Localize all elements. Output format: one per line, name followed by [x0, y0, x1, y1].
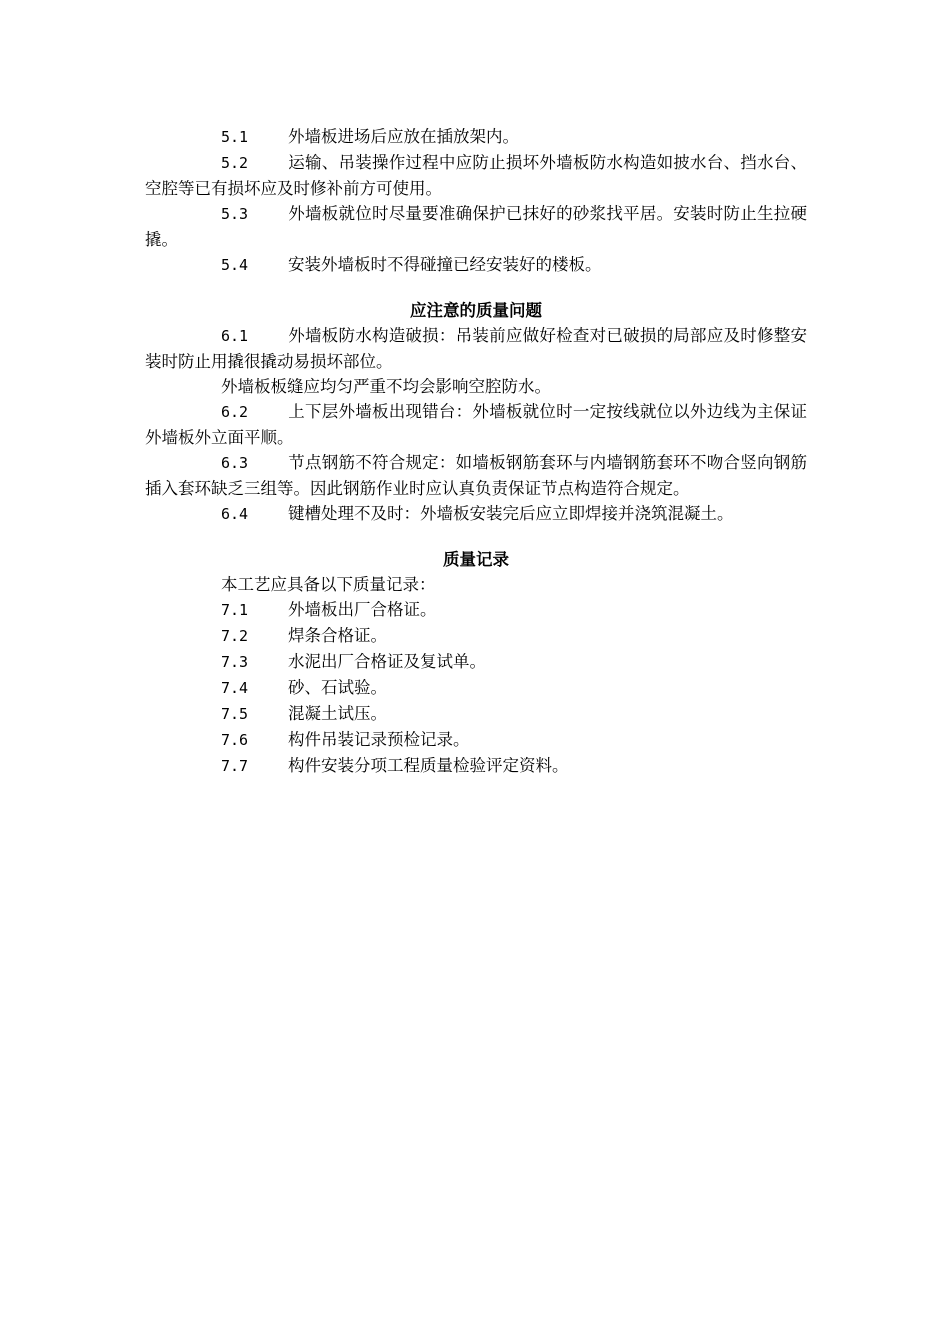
- record-7-2: [145, 623, 807, 649]
- item-number: 7.7: [221, 757, 249, 775]
- item-number: 5.2: [221, 154, 249, 172]
- item-text: 上下层外墙板出现错台：外墙板就位时一定按线就位以外边线为主保证外墙板外立面平顺。: [145, 402, 807, 447]
- item-text: 外墙板进场后应放在插放架内。: [288, 127, 519, 146]
- item-text: 键槽处理不及时：外墙板安装完后应立即焊接并浇筑混凝土。: [288, 504, 734, 523]
- item-6-3: [145, 450, 807, 501]
- item-number: 7.2: [221, 627, 249, 645]
- item-text: 构件吊装记录预检记录。: [288, 730, 470, 749]
- item-number: 7.3: [221, 653, 249, 671]
- item-text: 外墙板就位时尽量要准确保护已抹好的砂浆找平居。安装时防止生拉硬撬。: [145, 204, 807, 249]
- item-number: 6.4: [221, 505, 249, 523]
- records-intro: 本工艺应具备以下质量记录：: [221, 575, 436, 594]
- record-7-5: [145, 701, 807, 727]
- item-6-2: [145, 399, 807, 450]
- section-heading-quality-issues: 应注意的质量问题: [410, 301, 542, 320]
- section-spacer: [145, 278, 807, 298]
- item-text: 砂、石试验。: [288, 678, 387, 697]
- record-7-3: [145, 649, 807, 675]
- item-5-3: [145, 201, 807, 252]
- item-number: 7.6: [221, 731, 249, 749]
- section-heading-quality-records: 质量记录: [443, 550, 509, 569]
- item-number: 6.1: [221, 327, 249, 345]
- item-text: 水泥出厂合格证及复试单。: [288, 652, 486, 671]
- item-text: 运输、吊装操作过程中应防止损坏外墙板防水构造如披水台、挡水台、空腔等已有损坏应及时修补前方可使用。: [145, 153, 807, 198]
- record-7-7: [145, 753, 807, 779]
- item-text: 节点钢筋不符合规定：如墙板钢筋套环与内墙钢筋套环不吻合竖向钢筋插入套环缺乏三组等。因此钢筋作业时应认真负责保证节点构造符合规定。: [145, 453, 807, 498]
- item-number: 5.4: [221, 256, 249, 274]
- item-text: 混凝土试压。: [288, 704, 387, 723]
- item-6-1-note: 外墙板板缝应均匀严重不均会影响空腔防水。: [221, 377, 551, 396]
- item-number: 6.3: [221, 454, 249, 472]
- item-text: 外墙板出厂合格证。: [288, 600, 437, 619]
- item-text: 焊条合格证。: [288, 626, 387, 645]
- item-6-1: [145, 323, 807, 374]
- record-7-1: [145, 597, 807, 623]
- item-number: 5.1: [221, 128, 249, 146]
- item-number: 7.4: [221, 679, 249, 697]
- item-6-4: [145, 501, 807, 527]
- record-7-6: [145, 727, 807, 753]
- item-number: 5.3: [221, 205, 249, 223]
- item-number: 6.2: [221, 403, 249, 421]
- record-7-4: [145, 675, 807, 701]
- item-5-4: [145, 252, 807, 278]
- section-spacer: [145, 527, 807, 547]
- document-body: [145, 124, 807, 779]
- item-number: 7.5: [221, 705, 249, 723]
- item-text: 安装外墙板时不得碰撞已经安装好的楼板。: [288, 255, 602, 274]
- item-number: 7.1: [221, 601, 249, 619]
- item-5-2: [145, 150, 807, 201]
- item-text: 构件安装分项工程质量检验评定资料。: [288, 756, 569, 775]
- item-5-1: [145, 124, 807, 150]
- item-text: 外墙板防水构造破损：吊装前应做好检查对已破损的局部应及时修整安装时防止用撬很撬动易损坏部位。: [145, 326, 807, 371]
